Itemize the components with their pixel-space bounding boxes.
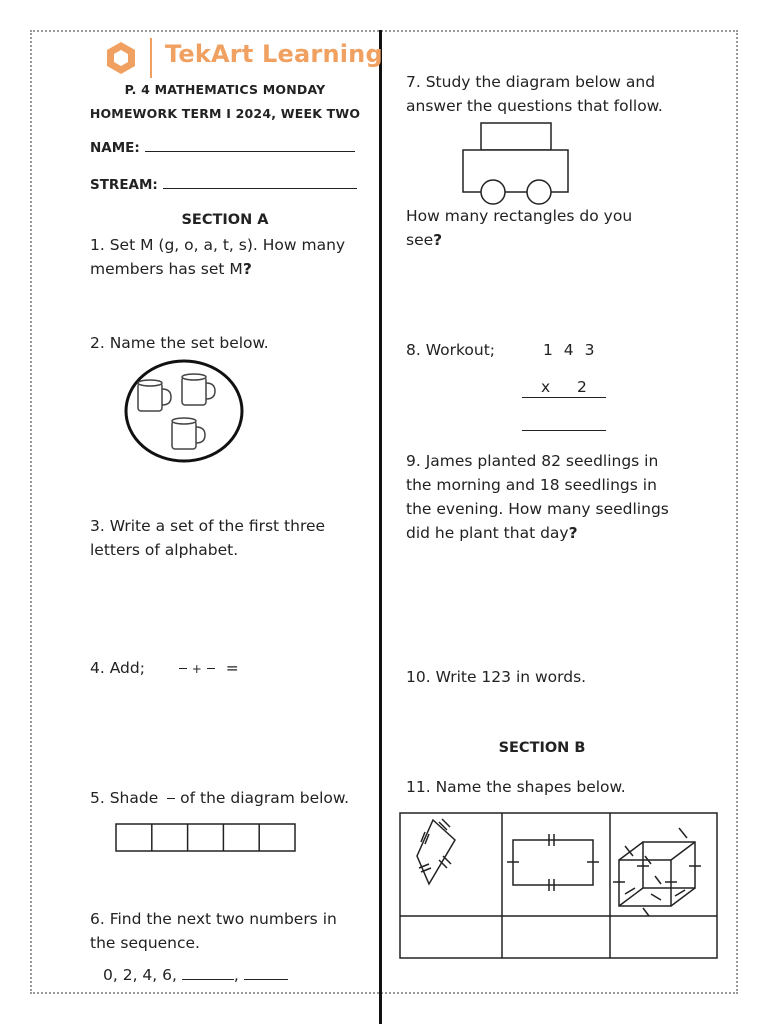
stream-field <box>90 177 357 193</box>
sequence-blank-1 <box>182 979 234 980</box>
question-6-line1: 6. Find the next two numbers in <box>90 910 337 928</box>
question-1 <box>90 233 370 281</box>
five-box-strip-diagram <box>115 823 297 853</box>
shapes-table <box>399 812 719 960</box>
question-1-mark: ? <box>242 260 252 278</box>
answer-line <box>522 430 606 431</box>
multiplier: 2 <box>577 378 587 396</box>
logo-separator <box>150 38 152 78</box>
cup-icon <box>172 418 205 449</box>
column-divider <box>379 30 382 1024</box>
set-of-cups-diagram <box>122 356 252 466</box>
name-blank <box>145 151 355 152</box>
question-5 <box>90 786 349 810</box>
brand-name: TekArt Learning <box>165 40 383 68</box>
question-7-ask-line2: see <box>406 231 434 249</box>
equals-sign: = <box>225 659 239 677</box>
question-10: 10. Write 123 in words. <box>406 668 587 686</box>
question-7-line1: 7. Study the diagram below and <box>406 73 656 91</box>
fraction-blank-2 <box>207 668 215 669</box>
stream-blank <box>163 188 357 189</box>
question-5-text-a: 5. Shade <box>90 789 159 807</box>
name-label: NAME: <box>90 140 140 156</box>
question-7-mark: ? <box>433 231 443 249</box>
cup-icon <box>138 380 171 411</box>
question-6-line2: the sequence. <box>90 934 200 952</box>
question-4-text: 4. Add; <box>90 659 145 677</box>
title-line-2: HOMEWORK TERM I 2024, WEEK TWO <box>89 106 361 121</box>
question-3-line1: 3. Write a set of the first three <box>90 517 326 535</box>
sequence-numbers: 0, 2, 4, 6, <box>103 966 177 984</box>
question-8: 8. Workout; <box>406 341 496 359</box>
question-9-line1: 9. James planted 82 seedlings in <box>406 452 659 470</box>
question-4 <box>90 656 239 681</box>
question-3 <box>90 514 370 562</box>
question-3-line2: letters of alphabet. <box>90 541 239 559</box>
question-11: 11. Name the shapes below. <box>406 778 626 796</box>
section-b-title: SECTION B <box>498 740 586 756</box>
question-1-line2: members has set M <box>90 260 243 278</box>
question-7-ask <box>406 204 706 252</box>
vehicle-rectangles-diagram <box>462 122 572 212</box>
multiplicand: 1 4 3 <box>543 341 598 359</box>
sequence-blank-2 <box>244 979 288 980</box>
question-6 <box>90 907 370 955</box>
question-2: 2. Name the set below. <box>90 334 269 352</box>
question-7-ask-line1: How many rectangles do you <box>406 207 633 225</box>
fraction-blank-3 <box>167 798 175 799</box>
question-9-mark: ? <box>568 524 578 542</box>
plus-sign: + <box>191 662 202 676</box>
question-9 <box>406 449 716 545</box>
stream-label: STREAM: <box>90 177 158 193</box>
question-9-line2: the morning and 18 seedlings in <box>406 476 657 494</box>
multiply-sign: x <box>541 378 551 396</box>
question-7-line2: answer the questions that follow. <box>406 97 663 115</box>
title-line-1: P. 4 MATHEMATICS MONDAY <box>124 82 326 97</box>
question-9-line3: the evening. How many seedlings <box>406 500 669 518</box>
multiplication-line <box>522 397 606 398</box>
cup-icon <box>182 374 215 405</box>
question-1-line1: 1. Set M (g, o, a, t, s). How many <box>90 236 346 254</box>
name-field <box>90 140 355 156</box>
hexagon-logo-icon <box>103 40 143 80</box>
sequence: 0, 2, 4, 6, , <box>103 963 288 987</box>
section-a-title: SECTION A <box>181 212 269 228</box>
fraction-blank-1 <box>179 668 187 669</box>
question-9-line4: did he plant that day <box>406 524 569 542</box>
question-5-text-b: of the diagram below. <box>180 789 350 807</box>
question-7 <box>406 70 706 118</box>
